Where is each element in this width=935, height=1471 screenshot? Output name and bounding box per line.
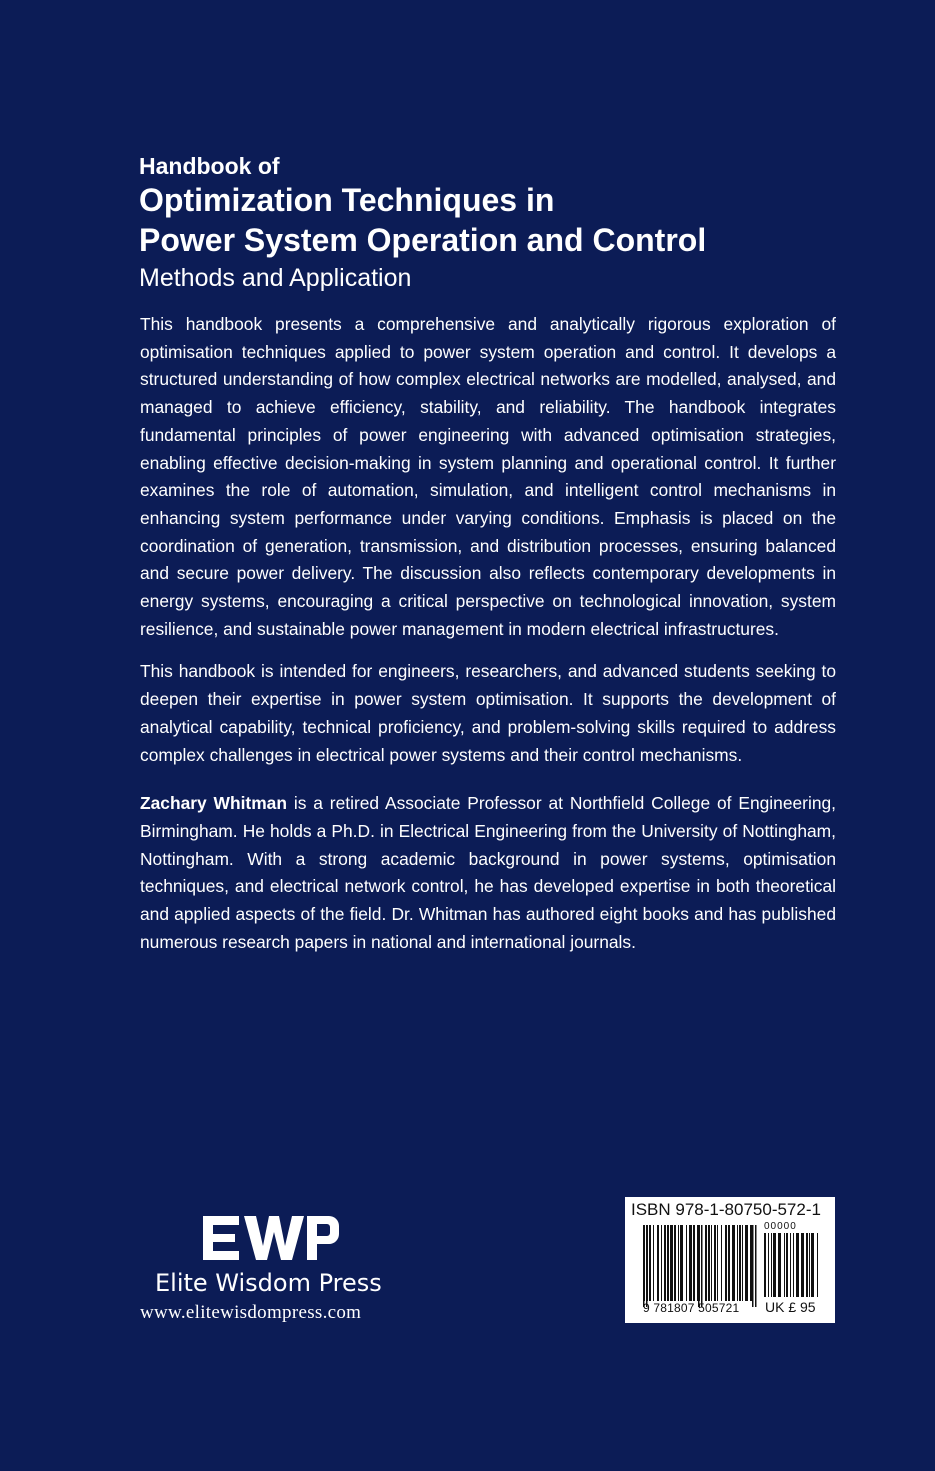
description-paragraph-1: This handbook presents a comprehensive and analytically rigorous exploration of optimisation techniques applied to power system operation and control. It develops a structured understanding of how complex electrical networks are modelled, analysed, and managed to achieve efficiency, stability, and reliability. The handbook integrates fundamental principles of power engineering with advanced optimisation strategies, enabling effective decision-making in system planning and operational control. It further examines the role of automation, simulation, and intelligent control mechanisms in enhancing system performance under varying conditions. Emphasis is placed on the coordination of generation, transmission, and distribution processes, ensuring balanced and secure power delivery. The discussion also reflects contemporary developments in energy systems, encouraging a critical perspective on technological innovation, system resilience, and sustainable power management in modern electrical infrastructures. xyxy=(140,314,836,639)
title-line-1: Optimization Techniques in xyxy=(139,182,555,218)
subtitle: Methods and Application xyxy=(139,264,412,292)
title-line-2: Power System Operation and Control xyxy=(139,222,707,258)
blurb xyxy=(140,311,836,971)
barcode-addon-digits: 00000 xyxy=(764,1221,797,1232)
title-prefix: Handbook of xyxy=(139,153,280,179)
isbn-number: ISBN 978-1-80750-572-1 xyxy=(631,1200,821,1219)
author-bio-text: is a retired Associate Professor at Northfield College of Engineering, Birmingham. He holds a Ph.D. in Electrical Engineering from the University of Nottingham, Nottingham. With a strong academic background in power systems, optimisation techniques, and electrical network control, he has developed expertise in both theoretical and applied aspects of the field. Dr. Whitman has authored eight books and has published numerous research papers in national and international journals. xyxy=(140,793,836,952)
publisher-logo xyxy=(201,1212,341,1262)
publisher-url[interactable]: www.elitewisdompress.com xyxy=(140,1302,362,1323)
description-paragraph-2: This handbook is intended for engineers, researchers, and advanced students seeking to deepen their expertise in power system optimisation. It supports the development of analytical capability, technical proficiency, and problem-solving skills required to address complex challenges in electrical power systems and their control mechanisms. xyxy=(140,661,836,765)
title-block xyxy=(139,152,839,294)
publisher-name: Elite Wisdom Press xyxy=(155,1269,382,1297)
price: UK £ 95 xyxy=(765,1299,816,1315)
barcode-digits: 9 781807 505721 xyxy=(643,1301,740,1315)
author-bio xyxy=(140,790,836,956)
isbn-barcode xyxy=(625,1197,835,1323)
author-name: Zachary Whitman xyxy=(140,793,287,814)
